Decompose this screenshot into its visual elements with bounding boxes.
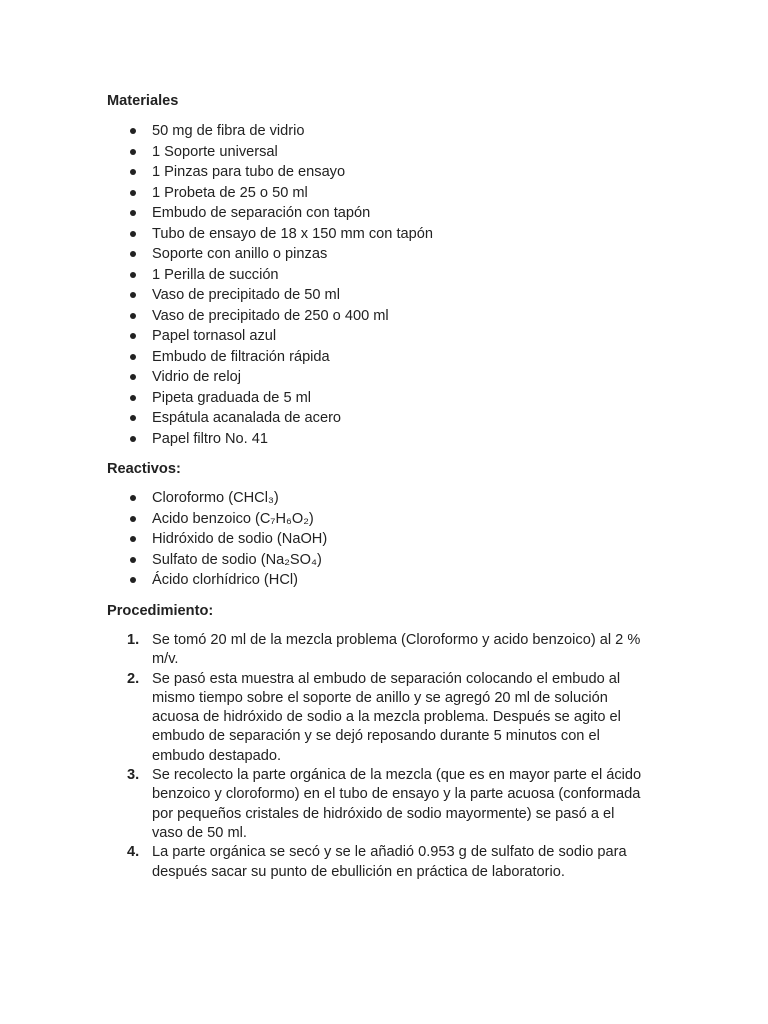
step-item xyxy=(107,843,667,882)
step-line: m/v. xyxy=(152,651,179,668)
step-line: Se recolecto la parte orgánica de la mezcla (que es en mayor parte el ácido xyxy=(152,767,642,784)
bullet-icon xyxy=(130,231,136,237)
list-item-text: Tubo de ensayo de 18 x 150 mm con tapón xyxy=(152,225,433,242)
list-item xyxy=(107,142,667,163)
list-item xyxy=(107,326,667,347)
bullet-icon xyxy=(130,374,136,380)
list-item xyxy=(107,265,667,286)
materiales-list xyxy=(107,121,667,449)
list-item-text: 1 Perilla de succión xyxy=(152,266,279,283)
list-item-text: Vaso de precipitado de 250 o 400 ml xyxy=(152,307,389,324)
list-item xyxy=(107,121,667,142)
list-item xyxy=(107,388,667,409)
list-item xyxy=(107,529,667,550)
step-line: embudo de separación y se dejó reposando durante 5 minutos con el xyxy=(152,728,600,745)
list-item-text: 1 Soporte universal xyxy=(152,143,278,160)
step-line: vaso de 50 ml. xyxy=(152,824,247,841)
list-item-text: Vidrio de reloj xyxy=(152,369,241,385)
procedimiento-list xyxy=(107,631,667,882)
procedimiento-heading: Procedimiento: xyxy=(107,603,214,619)
list-item-text: Cloroformo (CHCl₃) xyxy=(152,490,279,506)
list-item xyxy=(107,550,667,571)
list-item-text: Pipeta graduada de 5 ml xyxy=(152,389,312,406)
list-item xyxy=(107,244,667,265)
list-item-text: Ácido clorhídrico (HCl) xyxy=(152,572,298,588)
bullet-icon xyxy=(130,169,136,175)
bullet-icon xyxy=(130,395,136,401)
bullet-icon xyxy=(130,495,136,501)
bullet-icon xyxy=(130,557,136,563)
list-item-text: 50 mg de fibra de vidrio xyxy=(152,123,305,139)
bullet-icon xyxy=(130,436,136,442)
list-item-text: 1 Pinzas para tubo de ensayo xyxy=(152,164,346,180)
bullet-icon xyxy=(130,333,136,339)
step-number: 3. xyxy=(127,767,140,784)
list-item xyxy=(107,367,667,388)
bullet-icon xyxy=(130,128,136,134)
step-item xyxy=(107,670,667,766)
step-line: por pequeños cristales de hidróxido de sodio mayormente) se pasó a el xyxy=(152,805,615,822)
list-item xyxy=(107,183,667,204)
list-item xyxy=(107,509,667,530)
list-item-text: 1 Probeta de 25 o 50 ml xyxy=(152,184,308,201)
bullet-icon xyxy=(130,516,136,522)
step-line: Se tomó 20 ml de la mezcla problema (Cloroformo y acido benzoico) al 2 % xyxy=(152,632,641,648)
step-line: embudo destapado. xyxy=(152,747,282,764)
step-line: benzoico y cloroformo) en el tubo de ensayo y la parte acuosa (conformada xyxy=(152,786,641,803)
step-line: Se pasó esta muestra al embudo de separación colocando el embudo al xyxy=(152,670,621,687)
list-item xyxy=(107,488,667,509)
step-number: 4. xyxy=(127,844,140,861)
bullet-icon xyxy=(130,292,136,298)
list-item xyxy=(107,408,667,429)
bullet-icon xyxy=(130,210,136,216)
list-item-text: Hidróxido de sodio (NaOH) xyxy=(152,531,328,547)
list-item xyxy=(107,203,667,224)
bullet-icon xyxy=(130,190,136,196)
list-item-text: Embudo de separación con tapón xyxy=(152,205,371,221)
step-line: acuosa de hidróxido de sodio a la mezcla problema. Después se agito el xyxy=(152,709,621,726)
step-number: 2. xyxy=(127,670,140,687)
list-item xyxy=(107,347,667,368)
list-item-text: Embudo de filtración rápida xyxy=(152,348,330,365)
list-item xyxy=(107,224,667,245)
bullet-icon xyxy=(130,577,136,583)
list-item xyxy=(107,429,667,450)
bullet-icon xyxy=(130,272,136,278)
list-item xyxy=(107,162,667,183)
list-item xyxy=(107,285,667,306)
step-line: mismo tiempo sobre el soporte de anillo y se agregó 20 ml de solución xyxy=(152,689,608,706)
bullet-icon xyxy=(130,149,136,155)
list-item-text: Vaso de precipitado de 50 ml xyxy=(152,287,340,303)
bullet-icon xyxy=(130,415,136,421)
bullet-icon xyxy=(130,536,136,542)
bullet-icon xyxy=(130,251,136,257)
list-item-text: Sulfato de sodio (Na₂SO₄) xyxy=(152,551,322,568)
step-item xyxy=(107,631,667,670)
reactivos-list xyxy=(107,488,667,591)
bullet-icon xyxy=(130,313,136,319)
list-item-text: Papel tornasol azul xyxy=(152,328,277,344)
step-line: La parte orgánica se secó y se le añadió 0.953 g de sulfato de sodio para xyxy=(152,844,627,861)
list-item-text: Espátula acanalada de acero xyxy=(152,410,342,426)
reactivos-heading: Reactivos: xyxy=(107,461,181,477)
step-line: después sacar su punto de ebullición en práctica de laboratorio. xyxy=(152,863,565,880)
materiales-heading: Materiales xyxy=(107,93,179,109)
bullet-icon xyxy=(130,354,136,360)
step-number: 1. xyxy=(127,632,140,648)
list-item-text: Acido benzoico (C₇H₆O₂) xyxy=(152,510,314,527)
list-item xyxy=(107,570,667,591)
list-item xyxy=(107,306,667,327)
list-item-text: Soporte con anillo o pinzas xyxy=(152,246,328,262)
list-item-text: Papel filtro No. 41 xyxy=(152,430,269,447)
step-item xyxy=(107,766,667,843)
